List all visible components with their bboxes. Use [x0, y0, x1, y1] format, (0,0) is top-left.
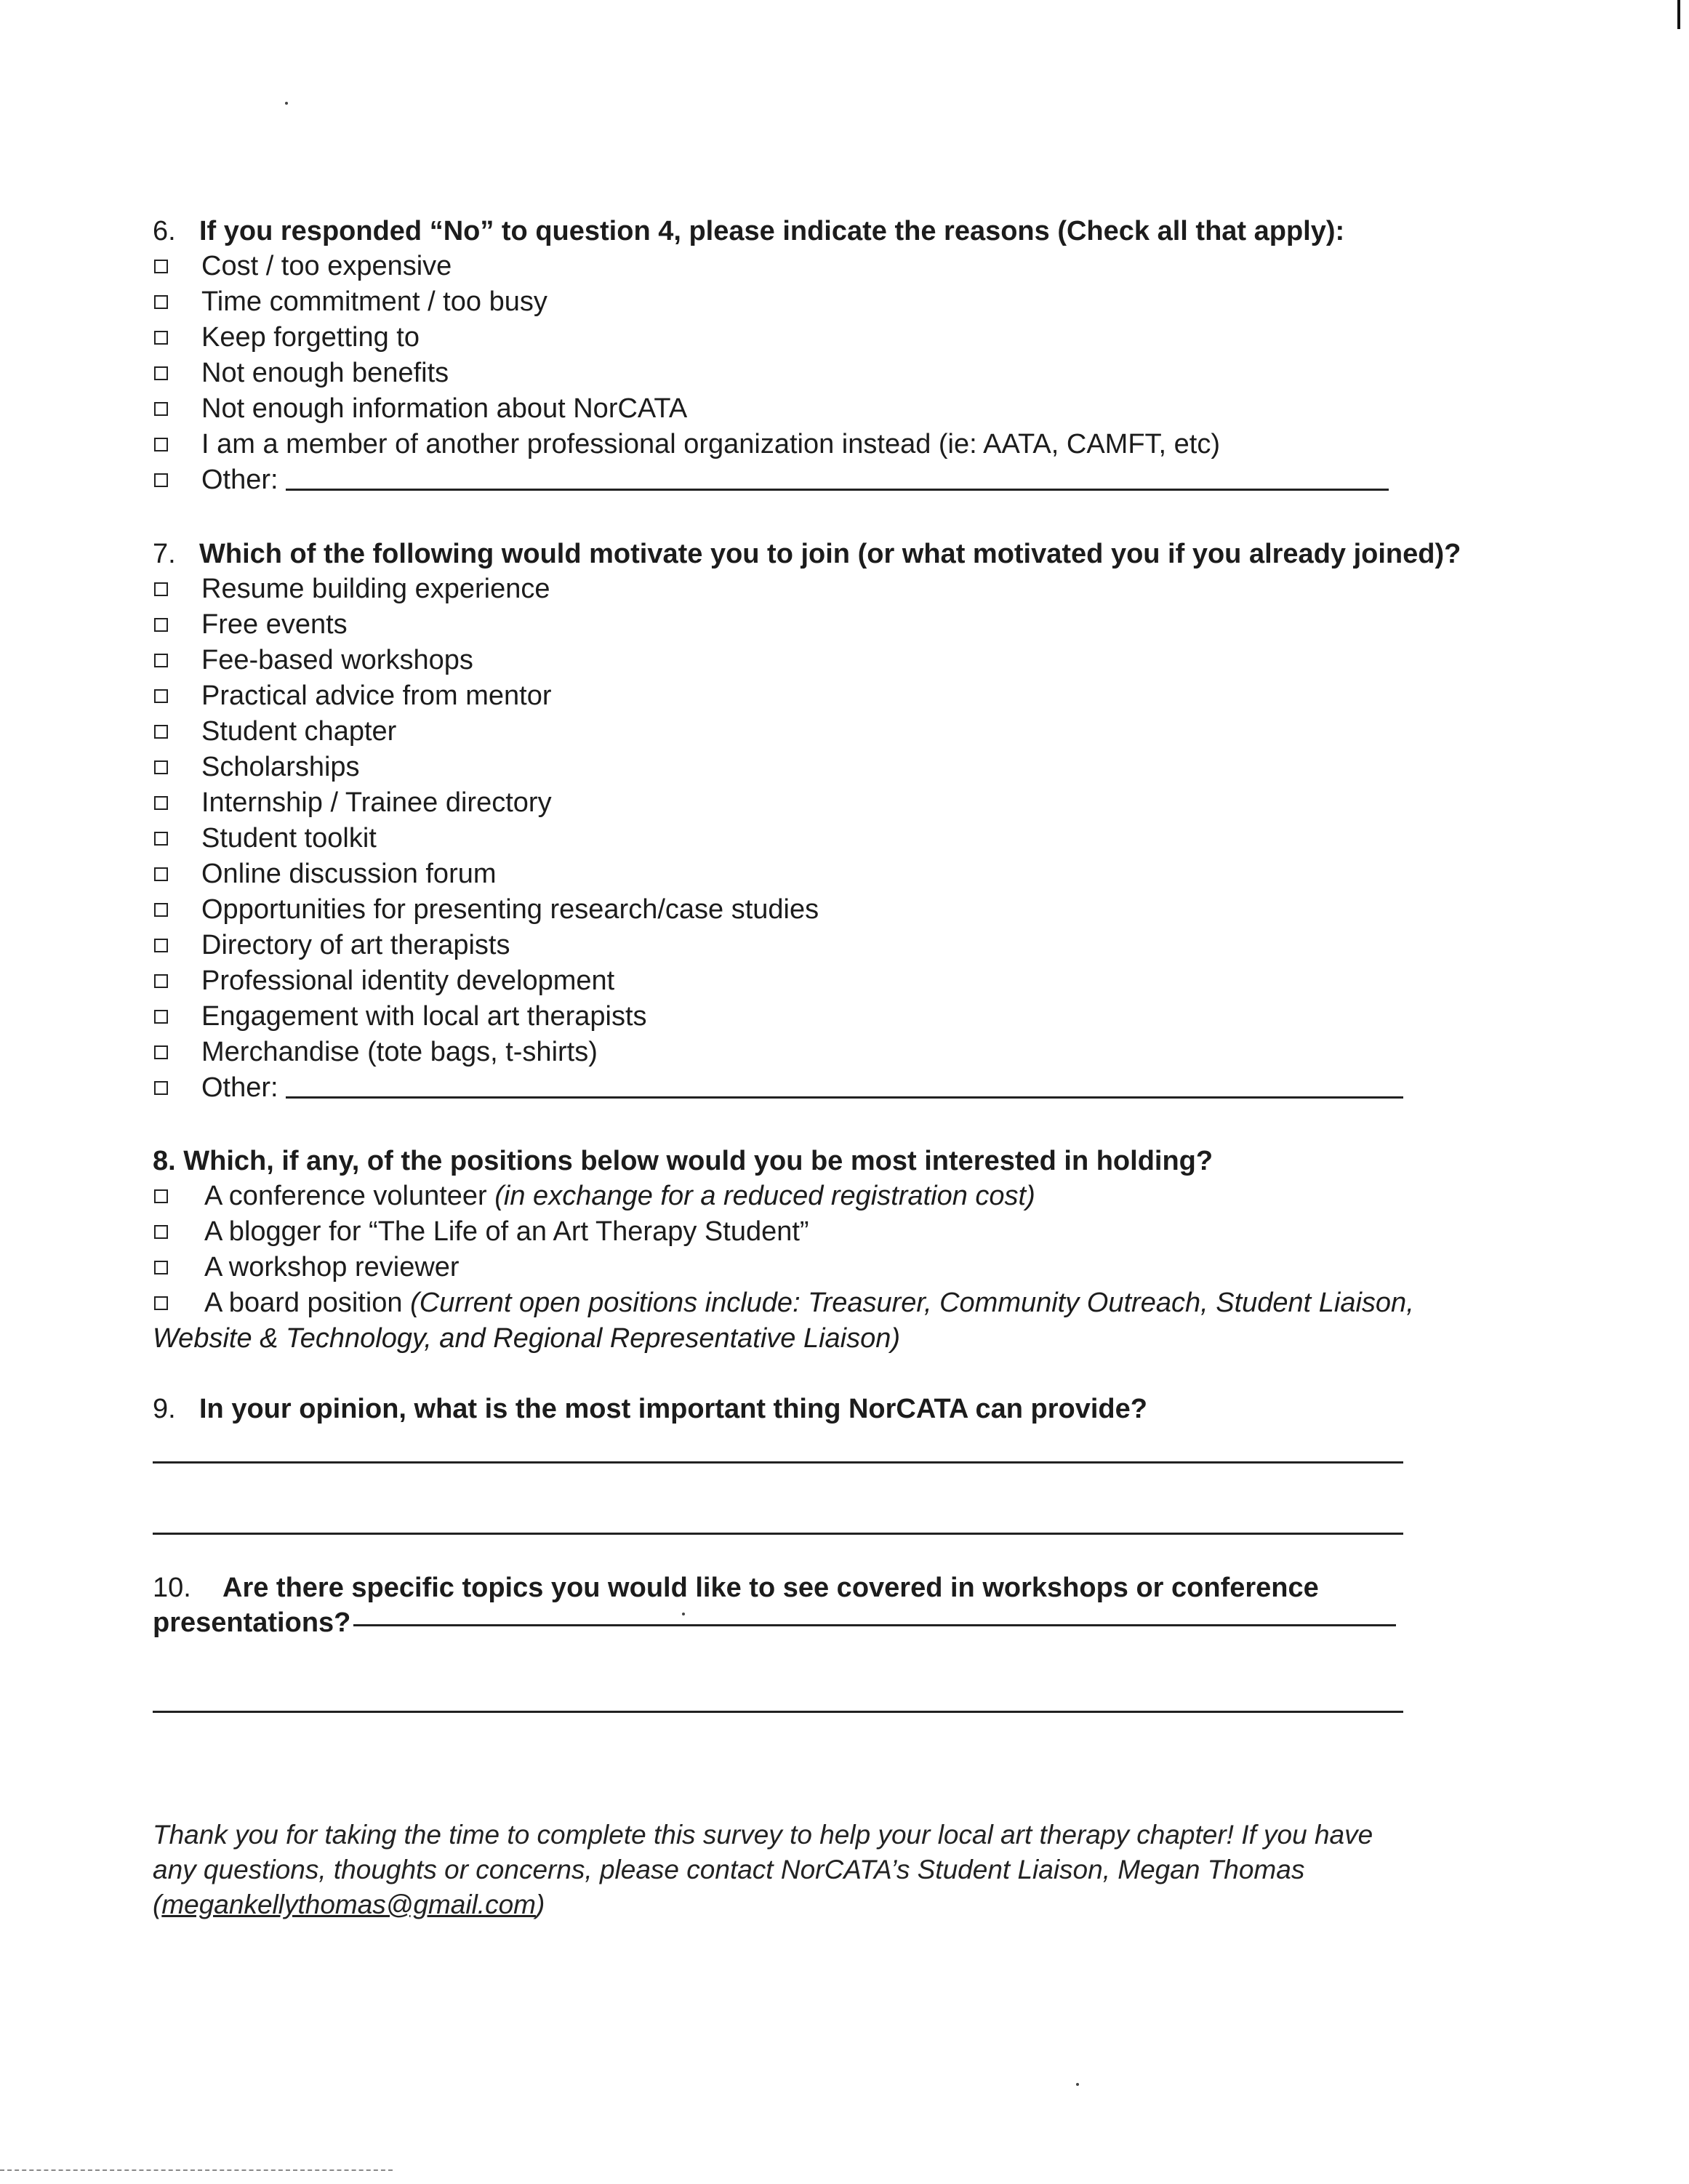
checkbox[interactable]	[154, 760, 168, 774]
option-workshop-reviewer[interactable]	[153, 1250, 1403, 1285]
option-label: Student toolkit	[201, 823, 377, 854]
option-label: Time commitment / too busy	[201, 286, 547, 317]
question-text: Are there specific topics you would like to see covered in workshops or conference	[222, 1573, 1319, 1603]
option-label: Not enough information about NorCATA	[201, 393, 688, 424]
option-board-position[interactable]	[153, 1285, 1414, 1321]
checkbox[interactable]	[154, 402, 168, 416]
checkbox[interactable]	[154, 1296, 168, 1310]
option-presenting[interactable]	[153, 892, 1403, 928]
checkbox[interactable]	[154, 1261, 168, 1274]
question-6-title	[153, 214, 1403, 249]
checkbox[interactable]	[154, 618, 168, 632]
checkbox[interactable]	[154, 295, 168, 309]
question-9-title	[153, 1392, 1403, 1426]
checkbox[interactable]	[154, 867, 168, 881]
scan-bottom-line	[0, 2169, 393, 2171]
contact-email-link[interactable]: megankellythomas@gmail.com	[161, 1890, 536, 1919]
option-label: A blogger for “The Life of an Art Therapy Student”	[204, 1216, 809, 1247]
question-number: 7.	[153, 539, 176, 569]
question-10	[153, 1570, 1403, 1640]
option-fee-workshops[interactable]	[153, 643, 1403, 678]
option-forgetting[interactable]	[153, 320, 1403, 356]
checkbox[interactable]	[154, 1010, 168, 1024]
option-label: Merchandise (tote bags, t-shirts)	[201, 1037, 598, 1067]
option-label: Professional identity development	[201, 965, 615, 996]
option-label: Directory of art therapists	[201, 930, 510, 960]
option-merchandise[interactable]	[153, 1035, 1403, 1070]
question-9	[153, 1392, 1403, 1426]
checkbox[interactable]	[154, 974, 168, 988]
option-toolkit[interactable]	[153, 821, 1403, 856]
option-benefits[interactable]	[153, 356, 1403, 391]
checkbox[interactable]	[154, 939, 168, 952]
option-scholarships[interactable]	[153, 750, 1403, 785]
option-free-events[interactable]	[153, 607, 1403, 643]
checkbox[interactable]	[154, 1225, 168, 1239]
scan-speck	[285, 102, 288, 105]
option-label: Engagement with local art therapists	[201, 1001, 647, 1032]
closing-end: )	[535, 1890, 545, 1919]
option-label: I am a member of another professional organization instead (ie: AATA, CAMFT, etc)	[201, 429, 1220, 459]
option-label: Opportunities for presenting research/case studies	[201, 894, 819, 925]
option-other[interactable]	[153, 462, 1389, 498]
question-text: In your opinion, what is the most important thing NorCATA can provide?	[199, 1394, 1147, 1424]
checkbox[interactable]	[154, 473, 168, 487]
other-fill-line[interactable]	[286, 470, 1389, 491]
answer-line-q10-2[interactable]	[153, 1711, 1403, 1713]
checkbox[interactable]	[154, 260, 168, 273]
question-7	[153, 537, 1461, 1106]
answer-line-q9-1[interactable]	[153, 1461, 1403, 1464]
question-8-title: 8. Which, if any, of the positions below would you be most interested in holding?	[153, 1146, 1213, 1176]
checkbox[interactable]	[154, 796, 168, 810]
checkbox[interactable]	[154, 1081, 168, 1095]
option-other[interactable]	[153, 1070, 1403, 1106]
option-engagement[interactable]	[153, 999, 1403, 1035]
option-label: Free events	[201, 609, 348, 640]
option-label: A board position	[204, 1288, 403, 1318]
checkbox[interactable]	[154, 903, 168, 917]
option-information[interactable]	[153, 391, 1403, 427]
option-time[interactable]	[153, 284, 1403, 320]
closing-message	[153, 1818, 1403, 1922]
option-student-chapter[interactable]	[153, 714, 1403, 750]
checkbox[interactable]	[154, 689, 168, 703]
option-label: Internship / Trainee directory	[201, 787, 552, 818]
scan-edge-mark	[1677, 0, 1680, 29]
question-6	[153, 214, 1403, 498]
checkbox[interactable]	[154, 366, 168, 380]
answer-fill-line[interactable]	[353, 1605, 1396, 1626]
option-label: Not enough benefits	[201, 358, 449, 388]
option-directory[interactable]	[153, 928, 1403, 963]
option-label: Other:	[201, 1072, 278, 1103]
question-text: If you responded “No” to question 4, please indicate the reasons (Check all that apply):	[199, 216, 1345, 246]
checkbox[interactable]	[154, 832, 168, 846]
option-other-organization[interactable]	[153, 427, 1403, 462]
answer-line-q9-2[interactable]	[153, 1533, 1403, 1535]
question-number: 9.	[153, 1394, 176, 1424]
option-resume[interactable]	[153, 571, 1403, 607]
scan-speck	[1076, 2083, 1079, 2086]
checkbox[interactable]	[154, 331, 168, 345]
option-blogger[interactable]	[153, 1214, 1403, 1250]
checkbox[interactable]	[154, 1189, 168, 1203]
option-mentor[interactable]	[153, 678, 1403, 714]
option-label: Online discussion forum	[201, 859, 497, 889]
checkbox[interactable]	[154, 654, 168, 667]
option-label: Scholarships	[201, 752, 360, 782]
option-conference-volunteer[interactable]	[153, 1179, 1403, 1214]
question-number: 10.	[153, 1573, 191, 1603]
option-label: Keep forgetting to	[201, 322, 420, 353]
checkbox[interactable]	[154, 1045, 168, 1059]
question-8	[153, 1144, 1414, 1357]
checkbox[interactable]	[154, 725, 168, 739]
question-7-title	[153, 537, 1461, 571]
question-10-title	[153, 1570, 1403, 1605]
option-note: (Current open positions include: Treasurer, Community Outreach, Student Liaison,	[410, 1288, 1414, 1318]
option-label: Student chapter	[201, 716, 397, 747]
option-identity[interactable]	[153, 963, 1403, 999]
question-text: Which of the following would motivate you to join (or what motivated you if you already joined)?	[199, 539, 1461, 569]
closing-text: Thank you for taking the time to complete this survey to help your local art therapy chapter! If you have any questions, thoughts or concerns, please contact NorCATA’s Student Liaison, Megan Thomas (	[153, 1820, 1373, 1919]
option-forum[interactable]	[153, 856, 1403, 892]
checkbox[interactable]	[154, 582, 168, 596]
option-label: A conference volunteer	[204, 1181, 487, 1211]
checkbox[interactable]	[154, 438, 168, 451]
option-label: Resume building experience	[201, 574, 550, 604]
question-text: presentations?	[153, 1607, 351, 1638]
option-label: Cost / too expensive	[201, 251, 452, 281]
other-fill-line[interactable]	[286, 1077, 1403, 1099]
option-label: Practical advice from mentor	[201, 681, 552, 711]
question-10-title-continued	[153, 1605, 1396, 1640]
option-cost[interactable]	[153, 249, 1403, 284]
board-note-continued: Website & Technology, and Regional Representative Liaison)	[153, 1323, 901, 1354]
option-internship-directory[interactable]	[153, 785, 1403, 821]
option-label: Fee-based workshops	[201, 645, 473, 675]
option-label: Other:	[201, 465, 278, 495]
option-note: (in exchange for a reduced registration cost)	[494, 1181, 1035, 1211]
question-number: 6.	[153, 216, 176, 246]
option-label: A workshop reviewer	[204, 1252, 460, 1282]
